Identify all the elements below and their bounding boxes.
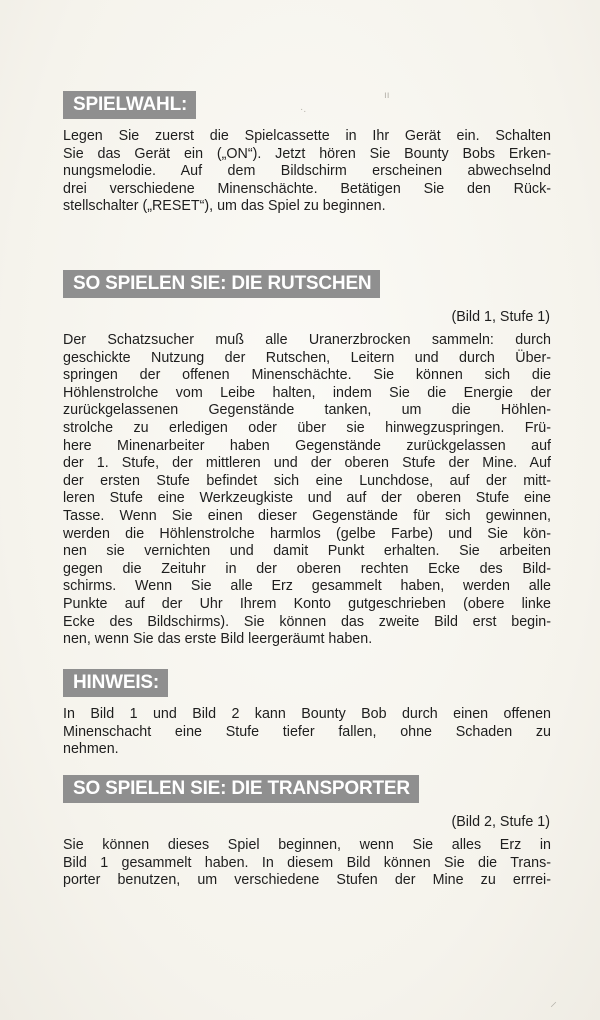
- text-line: Tasse. Wenn Sie einen dieser Gegenstände für sich gewinnen,: [63, 507, 551, 524]
- text-line: nehmen.: [63, 741, 119, 758]
- text-line: Ecke des Bildschirms). Sie können das zweite Bild erst begin-: [63, 613, 551, 630]
- text-line: Höhlenstrolche vom Leibe halten, indem Sie die Energie der: [63, 384, 551, 401]
- section-body-spielwahl: [63, 128, 551, 216]
- text-line: here Minenarbeiter haben Gegenstände zurückgelassen auf: [63, 437, 551, 454]
- text-line: Sie können dieses Spiel beginnen, wenn Sie alles Erz in: [63, 837, 551, 853]
- screen-reference: (Bild 2, Stufe 1): [451, 814, 550, 830]
- text-line: strolche zu erledigen oder über sie hinwegzuspringen. Frü-: [63, 419, 551, 436]
- text-line: porter benutzen, um verschiedene Stufen der Mine zu errrei-: [63, 872, 551, 889]
- text-line: nen sie vernichten und damit Punkt erhalten. Sie arbeiten: [63, 543, 551, 560]
- text-line: zurückgelassenen Gegenstände tanken, um die Höhlen-: [63, 402, 551, 419]
- paper-speck: ıı: [384, 90, 390, 101]
- text-line: springen der offenen Minenschächte. Sie können sich die: [63, 367, 551, 384]
- text-line: Minenschacht eine Stufe tiefer fallen, ohne Schaden zu: [63, 723, 551, 740]
- text-line: Der Schatzsucher muß alle Uranerzbrocken sammeln: durch: [63, 332, 551, 348]
- text-line: Sie das Gerät ein („ON“). Jetzt hören Sie Bounty Bobs Erken-: [63, 145, 551, 162]
- section-heading-spielwahl: SPIELWAHL:: [63, 91, 196, 119]
- section-heading-hinweis: HINWEIS:: [63, 669, 168, 697]
- text-line: geschickte Nutzung der Rutschen, Leitern und durch Über-: [63, 349, 551, 366]
- text-line: drei verschiedene Minenschächte. Betätigen Sie den Rück-: [63, 180, 551, 197]
- text-line: werden die Höhlenstrolche harmlos (gelbe Farbe) und Sie kön-: [63, 525, 551, 542]
- section-body-hinweis: [63, 706, 551, 759]
- screen-reference: (Bild 1, Stufe 1): [451, 309, 550, 325]
- text-line: stellschalter („RESET“), um das Spiel zu beginnen.: [63, 198, 386, 215]
- text-line: Legen Sie zuerst die Spielcassette in Ihr Gerät ein. Schalten: [63, 128, 551, 144]
- text-line: schirms. Wenn Sie alle Erz gesammelt haben, werden alle: [63, 578, 551, 595]
- text-line: der ersten Stufe befindet sich eine Lunchdose, auf der mitt-: [63, 472, 551, 489]
- text-line: nen, wenn Sie das erste Bild leergeräumt haben.: [63, 631, 373, 648]
- section-body-rutschen: [63, 332, 551, 649]
- text-line: der 1. Stufe, der mittleren und der oberen Stufe der Mine. Auf: [63, 455, 551, 472]
- paper-speck: ·.: [300, 104, 307, 115]
- text-line: In Bild 1 und Bild 2 kann Bounty Bob durch einen offenen: [63, 706, 551, 722]
- paper-speck: ⸝: [550, 993, 557, 1009]
- section-heading-rutschen: SO SPIELEN SIE: DIE RUTSCHEN: [63, 270, 380, 298]
- text-line: Punkte auf der Uhr Ihrem Konto gutgeschrieben (obere linke: [63, 595, 551, 612]
- text-line: nungsmelodie. Auf dem Bildschirm erscheinen abwechselnd: [63, 163, 551, 180]
- text-line: Bild 1 gesammelt haben. In diesem Bild können Sie die Trans-: [63, 854, 551, 871]
- section-body-transporter: [63, 837, 551, 890]
- text-line: gegen die Zeituhr in der oberen rechten Ecke des Bild-: [63, 560, 551, 577]
- text-line: leren Stufe eine Werkzeugkiste und auf der oberen Stufe eine: [63, 490, 551, 507]
- section-heading-transporter: SO SPIELEN SIE: DIE TRANSPORTER: [63, 775, 419, 803]
